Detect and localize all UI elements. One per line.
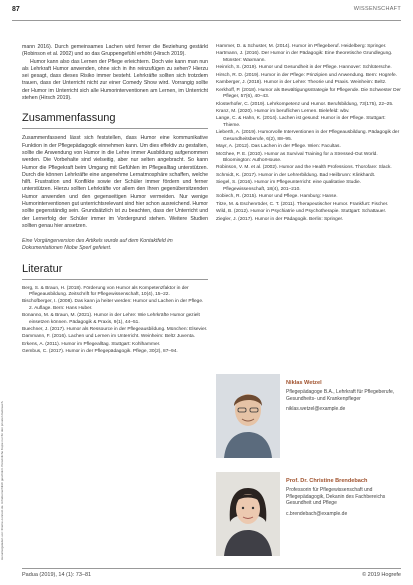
header-rule [12, 20, 401, 21]
reference-item: Dammann, F. (2016). Lachen und Lernen im Unterricht. Weinheim: Beltz Juventa. [22, 334, 195, 340]
author-info [286, 380, 402, 413]
reference-item: Gembus, C. (2017). Humor in der Pflegepädagogik. Pflege, 30(2), 87–94. [22, 349, 178, 355]
reference-item: Buechner, J. (2017). Humor als Ressource in der Pflegeausbildung. München: Elsevier. [22, 326, 208, 332]
literature-heading: Literatur [22, 263, 208, 280]
avatar-photo-icon [216, 374, 280, 458]
author-description: Pflegepädagoge B.A., Lehrkraft für Pflegeberufe, Gesundheits- und Krankenpfleger [286, 389, 395, 402]
left-column [22, 44, 208, 357]
author-name: Prof. Dr. Christine Brendebach [286, 478, 368, 484]
right-column [216, 44, 402, 224]
reference-item: Lieberth, A. (2019). Humorvolle Interventionen in der Pflegeausbildung. Pädagogik der Gesundheitsberufe, 6(2), 88–95. [216, 130, 400, 142]
intro-paragraph-2: Humor kann also das Lernen der Pflege erleichtern. Doch wie kann man nun als Lehrkraft Humor anwenden, ohne sich in ihn reinzufügen zu sehen? Hierzu sei gesagt, dass dieses Risiko immer besteht. Lehrkräfte sollten sich trotzdem trauen, dass der Unterricht nicht zur einer Comedy Show wird. Vorrangig sollte der Humor im Unterricht sich alle Humorinterventionen am Lernen, im Unterricht stehen (Hirsch 2019). [22, 58, 208, 102]
reference-item: Ziegler, J. (2017). Humor in der Pädagogik. Berlin: Springer. [216, 216, 344, 222]
side-margin-text: Heruntergeladen von: thieme-connect.de. Urheberrechtlich geschützt. Persönliche Kopie nur für den privaten Gebrauch. [0, 400, 4, 560]
avatar-photo-icon [216, 472, 280, 556]
reference-item: Klosterhofer, C. (2019). Lehrkompetenz und Humor. Berufsbildung, 73(175), 22–25. [216, 101, 394, 107]
author-email[interactable]: niklas.wetzel@example.de [286, 406, 346, 412]
author-info [286, 478, 402, 517]
copyright: © 2019 Hogrefe [362, 572, 401, 578]
reference-item: Hammer, D. & Schuster, M. (2014). Humor im Pflegeberuf. Heidelberg: Springer. [216, 44, 387, 49]
reference-item: Titze, M. & Eschenröder, C. T. (2011). Therapeutischer Humor. Frankfurt: Fischer. [216, 201, 389, 207]
reference-item: Siegel, S. (2016). Humor im Pflegeunterricht: eine qualitative Studie. Pflegewissenschaft, 18(4), 201–210. [216, 180, 362, 192]
page-footer [22, 568, 401, 578]
section-label: WISSENSCHAFT [353, 6, 401, 12]
page-header [6, 6, 407, 18]
reference-item: Kerkhoff, P. (2018). Humor als Bewältigungsstrategie für Pflegende. Die Schwester Der Pfleger, 57(6), 40–43. [216, 87, 401, 100]
reference-item: Heinrich, S. (2019). Humor und Gesundheit in der Pflege. Hannover: Schlütersche. [216, 65, 392, 71]
reference-item: Hirsch, R. D. (2019). Humor in der Pflege: Prinzipien und Anwendung. Bern: Hogrefe. [216, 72, 398, 78]
reference-item: Kranz, M. (2020). Humor im beruflichen Lernen. Bielefeld: wbv. [216, 108, 350, 114]
article-note: Eine Vorgängerversion des Artikels wurde auf dem Kontaktfeld im Dokumentationen Niobe Sperl gefeiert. [22, 238, 173, 252]
reference-item: Sobiech, R. (2015). Humor und Pflege. Hamburg: Hanse. [216, 194, 338, 200]
reference-item: Kamberger, J. (2018). Humor in der Lehre: Theorie und Praxis. Weinheim: Beltz. [216, 80, 387, 86]
reference-item: Mayr, A. (2012). Das Lachen in der Pflege. Wien: Facultas. [216, 144, 341, 150]
reference-item: Bonanno, M. & Braun, M. (2021). Humor in der Lehre: Wie Lehrkräfte Humor gezielt einsetzen können. Pädagogik & Praxis, 9(1), 44–51. [22, 313, 200, 325]
summary-heading: Zusammenfassung [22, 112, 208, 129]
side-margin-strip [0, 0, 6, 585]
reference-item: Erkens, A. (2011). Humor im Pflegealltag. Stuttgart: Kohlhammer. [22, 341, 161, 347]
reference-item: Lange, C. & Hahn, K. (2014). Lachen ist gesund: Humor in der Pflege. Stuttgart: Thieme. [216, 116, 386, 128]
page-number: 87 [12, 6, 20, 13]
reference-list-right [216, 44, 402, 223]
reference-item: Hartmann, J. (2016). Der Humor in der Pädagogik: Eine theoretische Grundlegung. Münster: Waxmann. [216, 51, 393, 63]
reference-item: Wild, B. (2012). Humor in Psychiatrie und Psychotherapie. Stuttgart: Schattauer. [216, 209, 387, 215]
reference-list-left [22, 286, 208, 356]
journal-citation: Padua (2019), 14 (1): 73–81 [22, 572, 92, 578]
author-section [216, 370, 402, 566]
avatar [216, 374, 280, 458]
intro-paragraph-1: mann 2016). Durch gemeinsames Lachen wird ferner die Beziehung gestärkt (Robinson et al. 2002) und so das Gruppengefühl erhöht (Hirsch 2019). [22, 44, 208, 58]
author-card-2 [216, 468, 402, 566]
author-description: Professorin für Pflegewissenschaft und Pflegepädagogik, Dekanin des Fachbereichs Gesundheit und Pflege [286, 487, 386, 506]
author-name: Niklas Wetzel [286, 380, 322, 386]
avatar [216, 472, 280, 556]
reference-item: Bischofberger, I. (2008). Das kann ja heiter werden: Humor und Lachen in der Pflege. 2. Auflage. Bern: Hans Huber. [22, 299, 204, 311]
author-card-1 [216, 370, 402, 468]
reference-item: Berg, S. & Braun, H. (2018). Förderung von Humor als Kompetenzfaktor in der Pflegeausbildung. Zeitschrift für Pflegewissenschaft, 10(4), 15–22. [22, 285, 189, 297]
reference-item: Schmidt, K. (2017). Humor in der Lehrerbildung. Bad Heilbrunn: Klinkhardt. [216, 172, 376, 178]
reference-item: McGhee, P. E. (2010). Humor as Survival Training for a Stressed-Out World. Bloomington: AuthorHouse. [216, 151, 378, 163]
author-email[interactable]: c.brendebach@example.de [286, 510, 348, 517]
summary-paragraph: Zusammenfassend lässt sich feststellen, dass Humor eine kommunikative Funktion in der Pflegepädagogik einnehmen kann. Um dies effektiv zu gestalten, sollte die Anwendung von Humor in die Lehre immer Ausbildung aufgenommen werden. Die Vorbehalte sind vielseitig, aber nur selten angebracht. So kann Humor die Pflegekraft beim Umgang mit Gefühlen im Pflegealltag unterstützen. Durch die können Lehrkräfte eine angenehme Lernatmosphäre schaffen, welche hilft. Frustration und Konflikte sowie der Schüler immer fördern und ferner unterstützen. Hierzu sollten Lehrkräfte vor allem den Ihren gegenübersitzenden Humor anwenden und den gegenseitigen Humor vermeiden. Nur wenige Humorinterventionen gut unterrichtsrelevant sind hier schon ausreichend. Humor sollte gegenständig sein. Grundsätzlich ist zu beachten, dass der Unterricht und der Lernerfolg der Schüler immer im Vordergrund stehen. Weitere Studien sollten genau hier ansetzen. [22, 135, 208, 229]
reference-item: Robinson, V. M. et al. (2002). Humor and the Health Professions. Thorofare: Slack. [216, 165, 392, 171]
